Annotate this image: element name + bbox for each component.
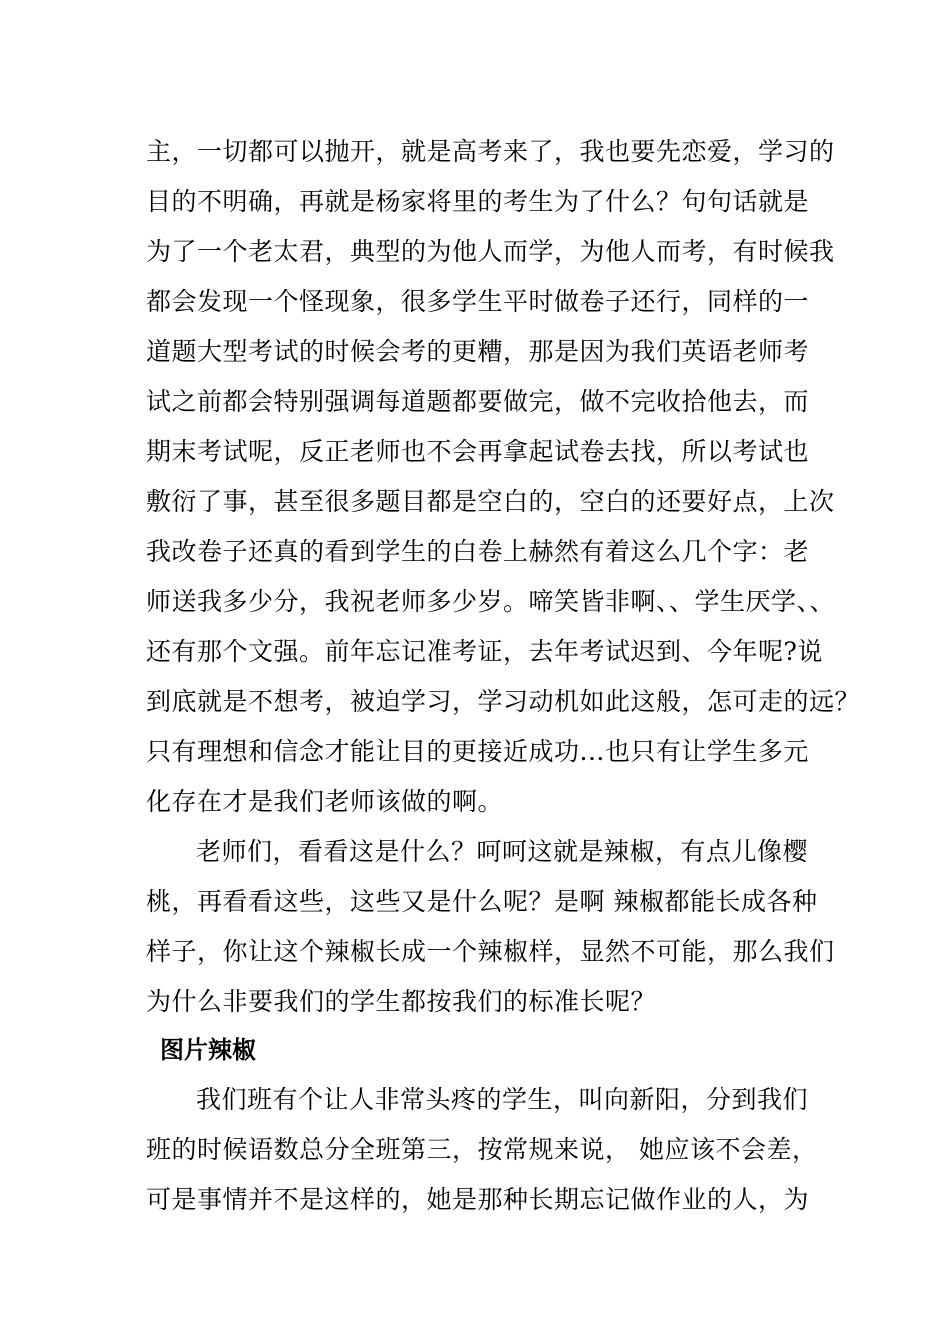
paragraph-1-line-6: 试之前都会特别强调每道题都要做完，做不完收拾他去，而 xyxy=(146,387,810,416)
paragraph-1-line-14: 化存在才是我们老师该做的啊。 xyxy=(146,787,504,816)
paragraph-1-line-1: 主，一切都可以抛开，就是高考来了，我也要先恋爱，学习的 xyxy=(146,137,835,166)
paragraph-3-line-2: 班的时候语数总分全班第三，按常规来说， 她应该不会差， xyxy=(146,1135,818,1164)
paragraph-3-line-1: 我们班有个让人非常头疼的学生，叫向新阳，分到我们 xyxy=(196,1085,809,1114)
paragraph-1-line-5: 道题大型考试的时候会考的更糟，那是因为我们英语老师考 xyxy=(146,337,810,366)
paragraph-1-line-8: 敷衍了事，甚至很多题目都是空白的，空白的还要好点，上次 xyxy=(146,487,835,516)
paragraph-1-line-13: 只有理想和信念才能让目的更接近成功...也只有让学生多元 xyxy=(146,737,809,766)
paragraph-1-line-12: 到底就是不想考，被迫学习，学习动机如此这般，怎可走的远？ xyxy=(146,687,861,716)
paragraph-1-line-11: 还有那个文强。前年忘记准考证，去年考试迟到、今年呢?说 xyxy=(146,637,823,666)
paragraph-1-line-3: 为了一个老太君，典型的为他人而学，为他人而考，有时候我 xyxy=(146,237,835,266)
paragraph-1-line-7: 期末考试呢，反正老师也不会再拿起试卷去找，所以考试也 xyxy=(146,437,810,466)
section-heading: 图片辣椒 xyxy=(160,1036,256,1064)
paragraph-2-line-2: 桃，再看看这些，这些又是什么呢？是啊 辣椒都能长成各种 xyxy=(146,887,818,916)
paragraph-1-line-2: 目的不明确，再就是杨家将里的考生为了什么？句句话就是 xyxy=(146,187,810,216)
paragraph-2-line-3: 样子，你让这个辣椒长成一个辣椒样，显然不可能，那么我们 xyxy=(146,937,835,966)
paragraph-3-line-3: 可是事情并不是这样的，她是那种长期忘记做作业的人，为 xyxy=(146,1185,810,1214)
paragraph-2-line-4: 为什么非要我们的学生都按我们的标准长呢？ xyxy=(146,987,657,1016)
paragraph-2-line-1: 老师们，看看这是什么？呵呵这就是辣椒，有点儿像樱 xyxy=(196,837,809,866)
paragraph-1-line-9: 我改卷子还真的看到学生的白卷上赫然有着这么几个字：老 xyxy=(146,537,810,566)
paragraph-1-line-10: 师送我多少分，我祝老师多少岁。啼笑皆非啊、、学生厌学、、 xyxy=(146,587,836,616)
paragraph-1-line-4: 都会发现一个怪现象，很多学生平时做卷子还行，同样的一 xyxy=(146,287,810,316)
